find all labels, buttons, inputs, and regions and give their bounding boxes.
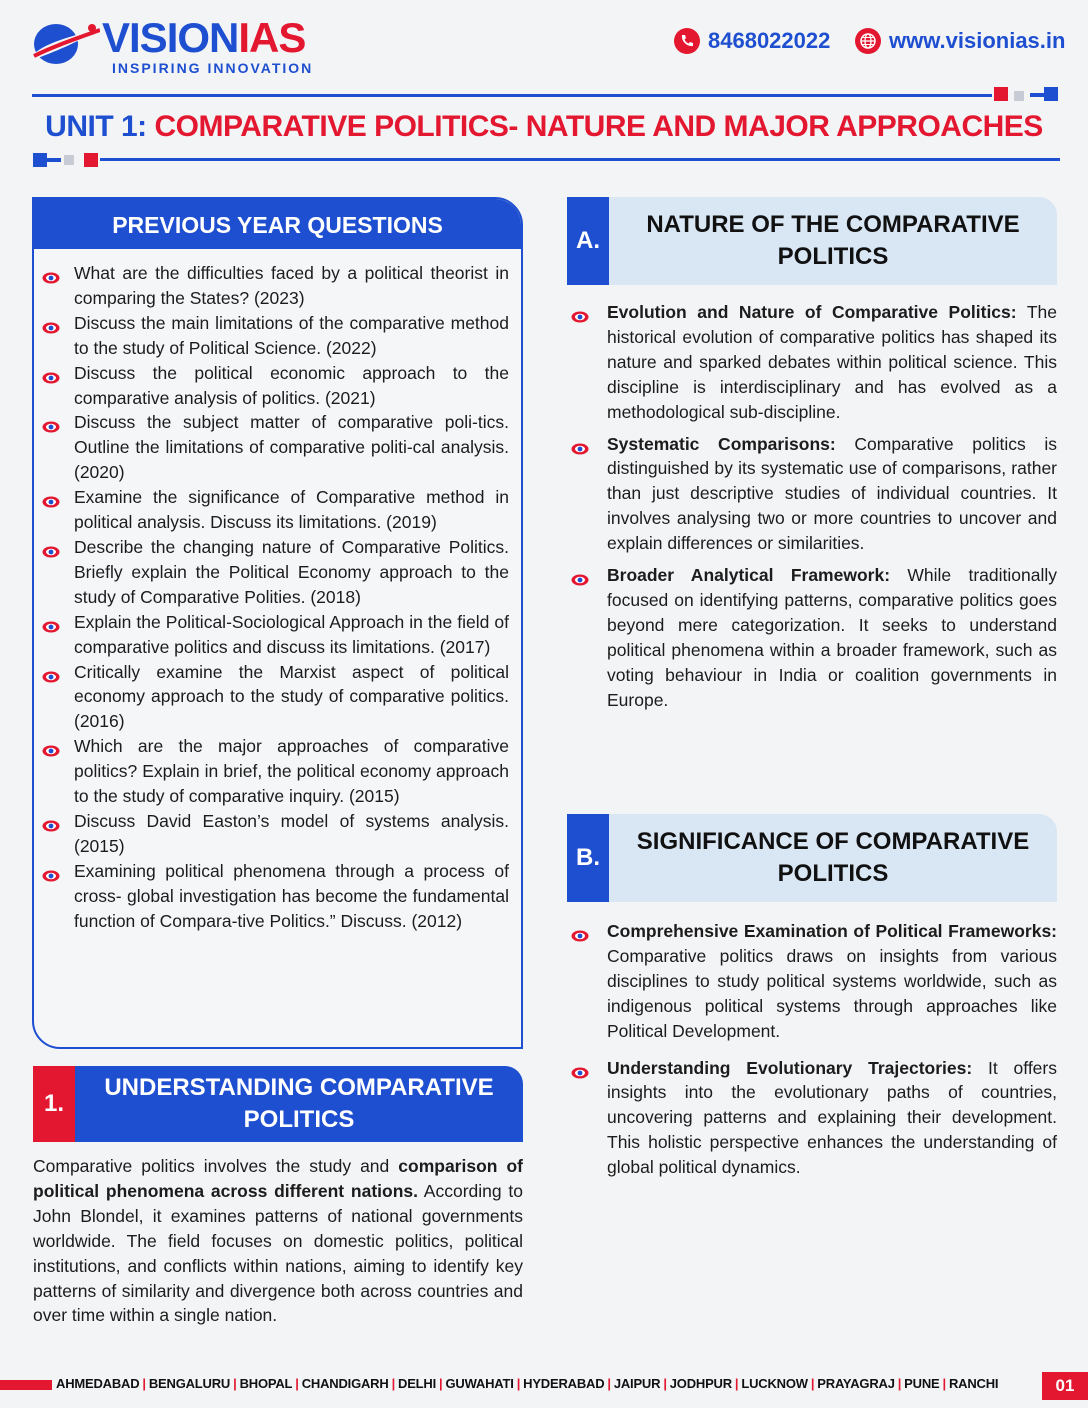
eye-bullet-icon <box>571 568 589 580</box>
eye-bullet-icon <box>571 1061 589 1073</box>
footer-city: AHMEDABAD <box>56 1376 140 1391</box>
footer-city: PRAYAGRAJ <box>817 1376 895 1391</box>
decor-square <box>1044 87 1058 101</box>
eye-bullet-icon <box>42 864 60 876</box>
section-title: NATURE OF THE COMPARATIVE POLITICS <box>609 197 1057 285</box>
eye-bullet-icon <box>42 490 60 502</box>
phone-contact[interactable] <box>674 28 830 54</box>
website-url: www.visionias.in <box>889 28 1066 53</box>
pyq-item-text: Discuss the political economic approach to the comparative analysis of politics. (2021) <box>74 362 509 408</box>
city-separator: | <box>233 1376 237 1391</box>
brand-name: VISIONIAS <box>102 14 306 61</box>
footer-city: PUNE <box>904 1376 940 1391</box>
footer-city: RANCHI <box>948 1376 999 1391</box>
section-letter: A. <box>567 197 609 285</box>
decor-square <box>64 155 74 165</box>
footer-city: LUCKNOW <box>741 1376 808 1391</box>
section-a-list <box>567 300 1057 720</box>
footer-bar <box>0 1380 52 1390</box>
section-1-header <box>33 1066 523 1142</box>
city-separator: | <box>516 1376 521 1391</box>
point-text: The historical evolution of comparative politics has shaped its nature and sparked debates within political science. This discipline is interdisciplinary and has evolved as a methodological sub-discipline. <box>607 302 1057 422</box>
eye-bullet-icon <box>42 739 60 751</box>
phone-number: 8468022022 <box>708 28 831 53</box>
city-separator: | <box>391 1376 396 1391</box>
page-footer <box>0 1372 1088 1398</box>
city-separator: | <box>439 1376 443 1391</box>
eye-bullet-icon <box>42 266 60 278</box>
eye-bullet-icon <box>42 415 60 427</box>
pyq-item <box>42 809 509 859</box>
pyq-item-text: Discuss David Easton’s model of systems analysis. (2015) <box>74 810 509 856</box>
point-heading: Understanding Evolutionary Trajectories: <box>607 1057 973 1078</box>
previous-year-questions-box <box>32 197 523 1049</box>
footer-city: JODHPUR <box>669 1376 732 1391</box>
globe-icon <box>855 28 881 54</box>
city-separator: | <box>142 1376 146 1391</box>
pyq-item-text: Describe the changing nature of Comparative Politics. Briefly explain the Political Economy approach to the study of Comparative Polities. (2018) <box>74 536 509 607</box>
eye-bullet-icon <box>42 814 60 826</box>
pyq-item <box>42 859 509 934</box>
footer-city: GUWAHATI <box>445 1376 514 1391</box>
phone-icon <box>674 28 700 54</box>
decor-square <box>1030 93 1044 97</box>
point-item <box>567 432 1057 557</box>
pyq-item-text: Discuss the subject matter of comparative poli-tics. Outline the limitations of comparative politi-cal analysis. (2020) <box>74 412 509 483</box>
website-contact[interactable] <box>855 28 1065 54</box>
pyq-heading: PREVIOUS YEAR QUESTIONS <box>34 199 521 249</box>
section-title: UNDERSTANDING COMPARATIVE POLITICS <box>75 1066 523 1142</box>
section-number: 1. <box>33 1066 75 1142</box>
footer-city: JAIPUR <box>613 1376 661 1391</box>
pyq-item <box>42 734 509 809</box>
eye-bullet-icon <box>42 366 60 378</box>
point-text: While traditionally focused on identifying patterns, comparative politics goes beyond mere categorization. It seeks to understand political phenomena within a broader framework, such as voting behaviour in India or coalition governments in Europe. <box>607 565 1057 710</box>
point-heading: Systematic Comparisons: <box>607 433 836 454</box>
pyq-item <box>42 410 509 485</box>
city-separator: | <box>942 1376 946 1391</box>
visionias-logo[interactable] <box>30 14 340 74</box>
footer-city: DELHI <box>398 1376 437 1391</box>
section-letter: B. <box>567 814 609 902</box>
pyq-item-text: Examine the significance of Comparative method in political analysis. Discuss its limitations. (2019) <box>74 487 509 533</box>
eye-bullet-icon <box>571 924 589 936</box>
footer-city: HYDERABAD <box>523 1376 605 1391</box>
page-number: 01 <box>1042 1372 1088 1400</box>
section-b-header <box>567 814 1057 902</box>
footer-city: CHANDIGARH <box>301 1376 389 1391</box>
footer-city: BENGALURU <box>148 1376 231 1391</box>
unit-title: UNIT 1: COMPARATIVE POLITICS- NATURE AND MAJOR APPROACHES <box>45 110 1043 143</box>
section-1-paragraph: Comparative politics involves the study and comparison of political phenomena across different nations. According to John Blondel, it examines patterns of national governments worldwide. The field focuses on domestic politics, political institutions, and conflicts within nations, aiming to identify key patterns of similarity and divergence both across countries and over time within a single nation. <box>33 1156 523 1326</box>
decor-square <box>1014 91 1024 101</box>
city-separator: | <box>295 1376 299 1391</box>
pyq-item <box>42 361 509 411</box>
pyq-item <box>42 311 509 361</box>
city-separator: | <box>734 1376 739 1391</box>
point-text: Comparative politics is distinguished by its systematic use of comparisons, rather than just descriptive studies of individual countries. It involves analysing two or more countries to uncover and explain differences or similarities. <box>607 433 1057 554</box>
city-separator: | <box>810 1376 815 1391</box>
decor-square <box>33 153 47 167</box>
pyq-item-text: Explain the Political-Sociological Approach in the field of comparative politics and discuss its limitations. (2017) <box>74 611 509 657</box>
title-divider <box>100 158 1060 161</box>
section-b-list <box>567 919 1057 1192</box>
pyq-item-text: Discuss the main limitations of the comparative method to the study of Political Science. (2022) <box>74 312 509 358</box>
pyq-item <box>42 610 509 660</box>
pyq-item-text: Which are the major approaches of comparative politics? Explain in brief, the political economy approach to the study of comparative inquiry. (2015) <box>74 736 509 807</box>
logo-swirl-icon <box>30 20 100 66</box>
pyq-item <box>42 485 509 535</box>
eye-bullet-icon <box>42 615 60 627</box>
section-title: SIGNIFICANCE OF COMPARATIVE POLITICS <box>609 814 1057 902</box>
pyq-item-text: Critically examine the Marxist aspect of political economy approach to the study of comparative politics. (2016) <box>74 661 509 732</box>
eye-bullet-icon <box>42 665 60 677</box>
point-text: It offers insights into the evolutionary paths of countries, uncovering patterns and explaining their development. This holistic perspective enhances the understanding of global political dynamics. <box>607 1057 1057 1178</box>
eye-bullet-icon <box>571 305 589 317</box>
point-item <box>567 563 1057 712</box>
pyq-item <box>42 660 509 735</box>
page-header <box>0 0 1088 100</box>
eye-bullet-icon <box>42 540 60 552</box>
pyq-list <box>34 249 521 933</box>
pyq-item-text: Examining political phenomena through a process of cross- global investigation has become the fundamental function of Compara-tive Politics.” Discuss. (2012) <box>74 860 509 931</box>
point-heading: Evolution and Nature of Comparative Politics: <box>607 302 1017 322</box>
city-separator: | <box>607 1376 611 1391</box>
city-separator: | <box>663 1376 667 1391</box>
header-divider <box>32 94 992 97</box>
point-item <box>567 300 1057 425</box>
point-heading: Comprehensive Examination of Political Frameworks: <box>607 921 1057 941</box>
section-a-header <box>567 197 1057 285</box>
point-item <box>567 919 1057 1044</box>
pyq-item-text: What are the difficulties faced by a political theorist in comparing the States? (2023) <box>74 263 509 308</box>
decor-square <box>994 87 1008 101</box>
brand-tagline: INSPIRING INNOVATION <box>112 60 314 76</box>
decor-square <box>47 158 61 162</box>
point-item <box>567 1056 1057 1181</box>
city-separator: | <box>897 1376 902 1391</box>
footer-city-list <box>56 1376 1036 1391</box>
eye-bullet-icon <box>571 437 589 449</box>
decor-square <box>84 153 98 167</box>
pyq-item <box>42 535 509 610</box>
footer-city: BHOPAL <box>239 1376 293 1391</box>
eye-bullet-icon <box>42 316 60 328</box>
point-text: Comparative politics draws on insights from various disciplines to study political systems worldwide, such as indigenous political systems through approaches like Political Development. <box>607 945 1057 1041</box>
pyq-item <box>42 261 509 311</box>
point-heading: Broader Analytical Framework: <box>607 565 891 586</box>
